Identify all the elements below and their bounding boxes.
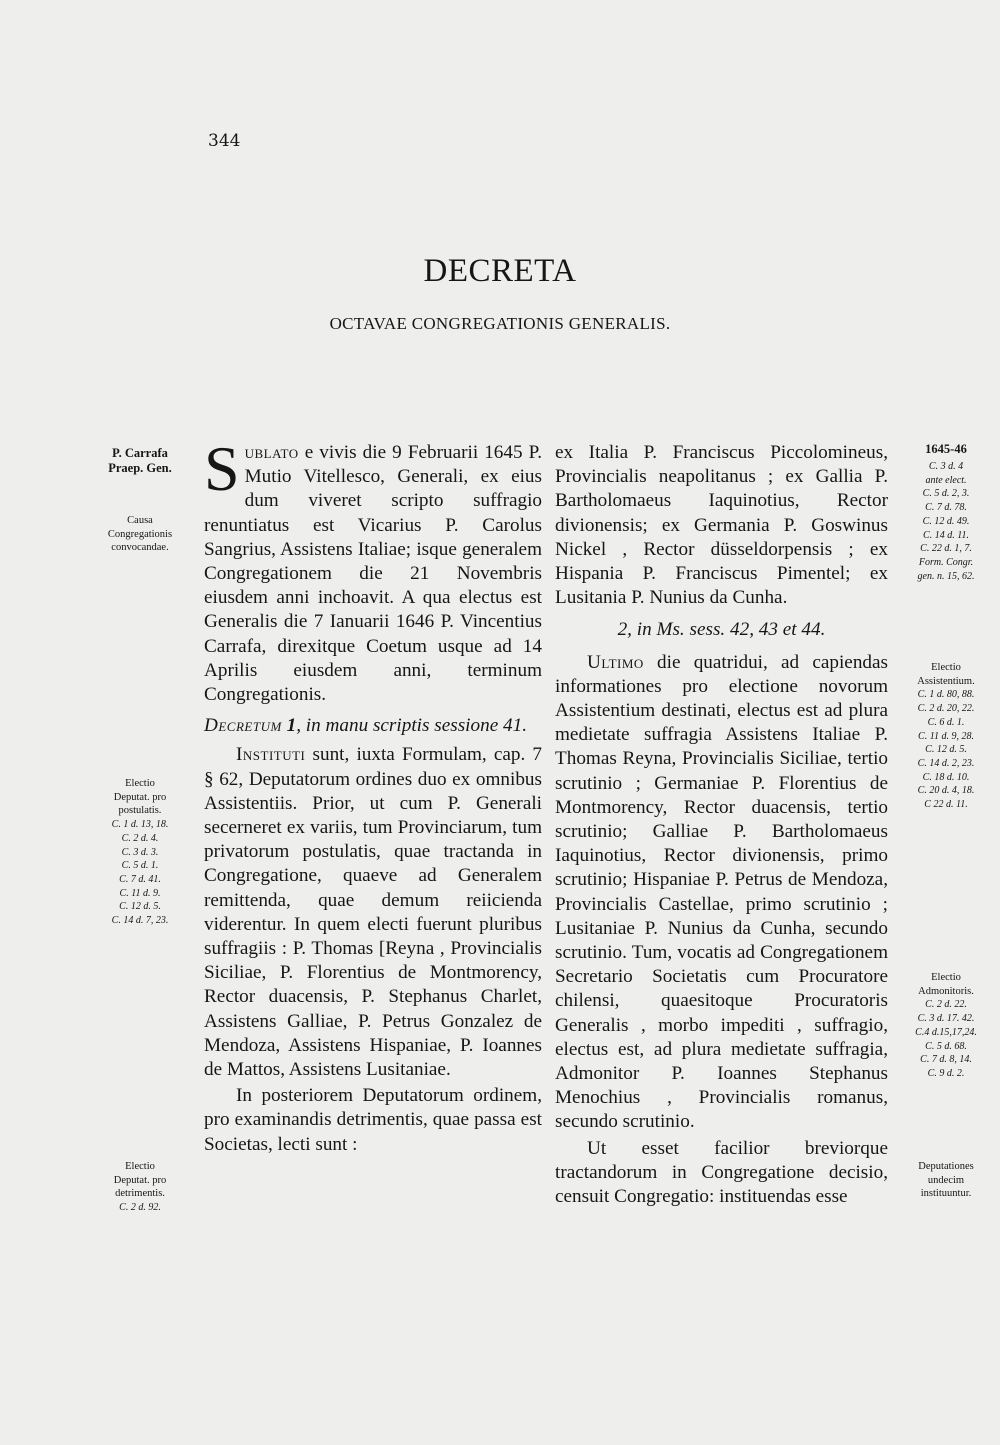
decree-label: Decretum [204,715,282,737]
margin-ref: C. 20 d. 4, 18. [917,785,975,797]
margin-ref: gen. n. 15, 62. [917,570,975,582]
margin-ref: C.4 d.15,17,24. [915,1026,977,1038]
margin-ref: C. 18 d. 10. [922,771,970,783]
margin-ref: C. 5 d. 68. [925,1040,967,1052]
margin-line: detrimentis. [115,1188,165,1200]
decree-heading-2: 2, in Ms. sess. 42, 43 et 44. [617,619,826,641]
paragraph-continuation: ex Italia P. Franciscus Piccolomineus, Provincialis neapolitanus ; ex Gallia P. Bartholomaeus Iaquinotius, Rector divionensis; ex Germania P. Goswinus Nickel , Rector düsseldorpensis ; ex Hispania P. Franciscus Pimentel; ex Lusitania P. Nunius da Cunha. [555,442,888,609]
margin-note-assistentium [896,661,996,812]
margin-line: Congregationis [107,528,173,540]
paragraph-posteriorem: In posteriorem Deputatorum ordinem, pro examinandis detrimentis, quae passa est Societas, lecti sunt : [204,1085,542,1155]
margin-ref: C. 7 d. 41. [119,873,161,885]
page-subtitle: OCTAVAE CONGREGATIONIS GENERALIS. [329,314,671,333]
smallcaps-word: ublato [244,442,299,463]
margin-note-deputat-detrimentis [90,1160,190,1215]
margin-ref: C 22 d. 11. [924,799,968,811]
margin-ref: C. 1 d. 80, 88. [917,689,975,701]
margin-line: postulatis. [118,805,162,817]
margin-ref: C. 5 d. 1. [121,860,159,872]
margin-line: Electio [125,778,155,789]
drop-cap: S [204,433,240,504]
margin-ref: C. 3 d. 3. [121,846,159,858]
margin-line: undecim [927,1174,965,1186]
margin-line: P. Carrafa [112,446,168,460]
margin-ref: C. 14 d. 7, 23. [111,915,169,927]
margin-ref: C. 7 d. 78. [925,502,967,514]
margin-ref: C. 12 d. 49. [922,515,970,527]
margin-ref: C. 11 d. 9. [119,887,161,899]
paragraph-text: sunt, iuxta Formulam, cap. 7 § 62, Deputatorum ordines duo ex omnibus Assistentiis. Prior, ut cum P. Generali secerneret ex variis, tum Provinciarum, tum privatorum postulatis, quae tractanda in Congregatione, quaeve ad Generalem remittenda, quae demum reiicienda viderentur. In quem electi fuerunt pluribus suffragiis : P. Thomas [Reyna , Provincialis Siciliae, P. Florentius de Montmorency, Rector duacensis, P. Stephanus Charlet, Assistens Galliae, P. Petrus Gonzalez de Mendoza, Assistens Hispaniae, P. Ioannes de Mattos, Assistens Lusitaniae. [204,744,542,1081]
margin-line: Admonitoris. [918,985,974,997]
margin-line: Deputat. pro [113,1174,167,1186]
margin-note-causa [90,514,190,555]
page-number: 344 [208,131,241,151]
margin-line: Electio [931,972,961,983]
margin-ref: C. 11 d. 9, 28. [918,730,974,742]
right-text-column [555,441,888,1209]
page-title: DECRETA [423,253,577,289]
left-text-column [204,433,542,1157]
decree-heading-rest: , in manu scriptis sessione 41. [296,715,527,737]
smallcaps-word: Instituti [236,744,306,766]
paragraph-text: die quatridui, ad capiendas informationes pro electione novorum Assistentium destinati, electus est ad plura medietate suffragia Assistens Italiae P. Thomas Reyna, Provincialis Siciliae, tertio scrutinio ; Germaniae P. Florentius de Montmorency, Rector duacensis, tertio scrutinio; Galliae P. Bartholomaeus Iaquinotius, Rector divionensis, primo scrutinio; Hispaniae P. Petrus de Mendoza, Provincialis Castellae, primo scrutinio ; Lusitaniae P. Nunius da Cunha, secundo scrutinio. Tum, vocatis ad Congregationem Secretario Societatis cum Procuratore chilensi, quaesitoque Procuratoris Generalis , morbo impediti , suffragio, electus est, ad plura medietate suffragia, Admonitor P. Ioannes Stephanus Menochius , Provincialis romanus, secundo scrutinio. [555,651,888,1133]
margin-year: 1645-46 [925,442,967,456]
paragraph-opening [204,433,542,707]
margin-ref: C. 2 d. 22. [925,999,967,1011]
margin-ref: C. 3 d. 4 [928,461,964,472]
margin-ref: C. 22 d. 1, 7. [920,543,972,555]
margin-note-deputationes [896,1160,996,1201]
margin-line: Praep. Gen. [108,461,172,475]
margin-ref: Form. Congr. [918,556,974,568]
margin-line: Deputat. pro [113,791,167,803]
margin-ref: C. 2 d. 92. [119,1202,161,1214]
paragraph-ultimo [555,651,888,1135]
margin-line: Deputationes [918,1161,974,1172]
margin-note-years [896,442,996,583]
paragraph-instituti [204,743,542,1082]
margin-ref: ante elect. [925,474,967,486]
paragraph-text: e vivis die 9 Februarii 1645 P. Mutio Vitellesco, Generali, ex eius dum viveret scripto suffragio renuntiatus est Vicarius P. Carolus Sangrius, Assistens Italiae; isque generalem Congregationem die 21 Novembris eiusdem anni inchoavit. A qua electus est Generalis die 7 Ianuarii 1646 P. Vincentius Carrafa, direxitque Coetum usque ad 14 Aprilis eiusdem anni, terminum Congregationis. [204,442,542,706]
margin-ref: C. 14 d. 2, 23. [917,757,975,769]
margin-ref: C. 2 d. 20, 22. [917,703,975,715]
decree-number: 1 [281,715,297,737]
margin-note-carrafa [90,446,190,476]
margin-ref: C. 2 d. 4. [121,832,159,844]
margin-ref: C. 9 d. 2. [927,1067,965,1079]
margin-ref: C. 5 d. 2, 3. [922,488,970,500]
margin-line: Causa [127,515,153,526]
margin-ref: C. 12 d. 5. [119,901,161,913]
margin-ref: C. 12 d. 5. [925,744,967,756]
margin-line: instituuntur. [920,1188,972,1200]
margin-line: Electio [931,662,961,673]
margin-note-deputat-postulatis [90,777,190,928]
paragraph-ut-esset: Ut esset facilior breviorque tractandorum in Congregatione decisio, censuit Congregatio: instituendas esse [555,1137,888,1208]
decree-heading [204,714,542,738]
margin-line: convocandae. [111,542,169,554]
margin-ref: C. 3 d. 17. 42. [917,1013,975,1025]
margin-note-admonitoris [896,971,996,1081]
margin-ref: C. 6 d. 1. [927,716,965,728]
margin-ref: C. 7 d. 8, 14. [920,1054,972,1066]
smallcaps-word: Ultimo [587,651,644,673]
margin-line: Assistentium. [917,675,975,687]
margin-line: Electio [125,1161,155,1172]
margin-ref: C. 14 d. 11. [923,529,969,541]
margin-ref: C. 1 d. 13, 18. [111,819,169,831]
